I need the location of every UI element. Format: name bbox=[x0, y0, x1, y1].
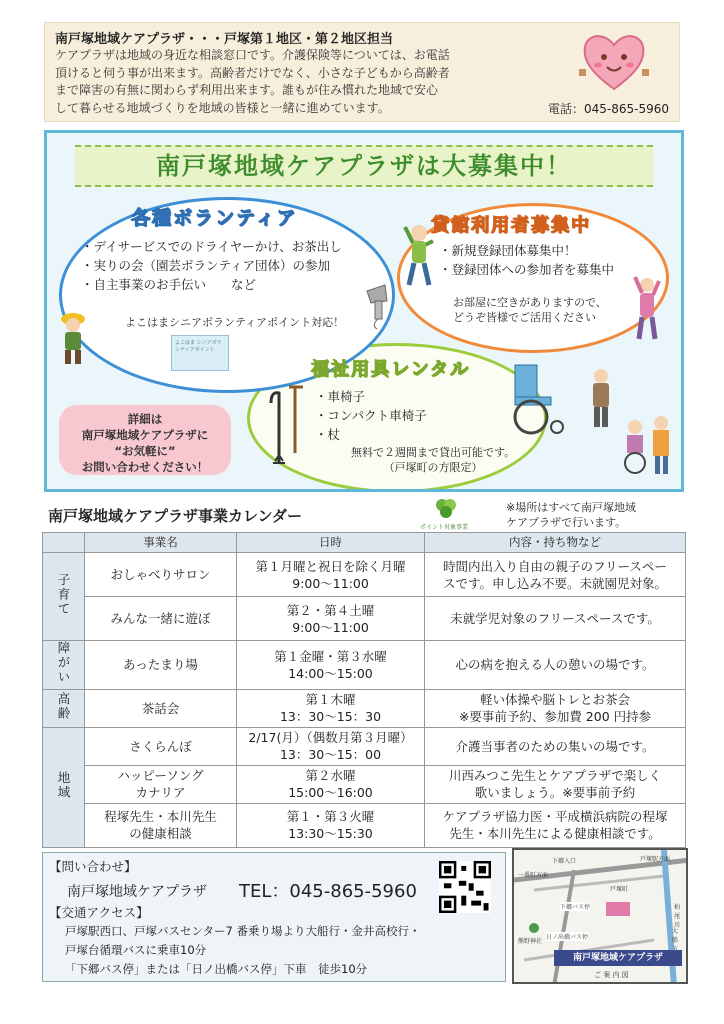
desc-line: 時間内出入り自由の親子のフリースペー bbox=[443, 558, 667, 574]
desc-line: ※要事前予約、参加費 200 円持参 bbox=[458, 709, 652, 724]
access-line: 戸塚駅西口、戸塚バスセンター7 番乗り場より大船行・金井高校行・ bbox=[65, 924, 421, 938]
time-line: 第１木曜 bbox=[305, 692, 356, 707]
event-desc bbox=[425, 553, 686, 597]
event-time bbox=[237, 641, 425, 690]
map-title: 南戸塚地域ケアプラザ bbox=[554, 950, 682, 966]
category-label: 障がい bbox=[56, 641, 71, 685]
time-line: 2/17(月）（偶数月第３月曜） bbox=[248, 730, 413, 745]
map-label: 戸塚町 bbox=[610, 886, 629, 893]
event-time bbox=[237, 803, 425, 847]
event-desc: 心の病を抱える人の憩いの場です。 bbox=[425, 641, 686, 690]
intro-line: まで障害の有無に関わらず利用出来ます。誰もが住み慣れた地域で安心 bbox=[55, 83, 439, 97]
point-badge-label: ポイント対象事業 bbox=[420, 524, 469, 531]
volunteer-point-card: よこはま シニアボランティアポイント bbox=[171, 335, 229, 371]
recruiting-panel bbox=[44, 130, 684, 492]
details-line: 南戸塚地域ケアプラザに bbox=[81, 428, 209, 442]
qr-code[interactable] bbox=[439, 861, 491, 913]
time-line: 第１月曜と祝日を除く月曜 bbox=[255, 558, 406, 574]
header-category bbox=[43, 533, 85, 553]
desc-line: 歌いましょう。※要事前予約 bbox=[474, 785, 636, 800]
event-time bbox=[237, 553, 425, 597]
volunteer-heading: 各種ボランティア bbox=[131, 207, 298, 229]
table-header-row bbox=[43, 533, 686, 553]
time-line: 9:00～11:00 bbox=[292, 619, 369, 635]
intro-body bbox=[55, 47, 575, 117]
intro-line: 頂けると伺う事が出来ます。高齢者だけでなく、小さな子どもから高齢者 bbox=[55, 65, 450, 80]
welfare-list bbox=[315, 387, 427, 444]
exercising-person-icon bbox=[399, 221, 439, 291]
time-line: 15:00～16:00 bbox=[288, 785, 373, 800]
event-time bbox=[237, 727, 425, 765]
map-label: 熊野神社 bbox=[518, 938, 543, 945]
map-label: 大船 bbox=[672, 928, 679, 944]
list-item: ・ コンパクト車椅子 bbox=[315, 406, 427, 425]
heart-mascot-icon bbox=[579, 29, 649, 95]
rental-note bbox=[453, 295, 607, 325]
elderly-man-icon bbox=[587, 367, 615, 431]
event-name bbox=[85, 803, 237, 847]
event-desc bbox=[425, 689, 686, 727]
note-line: ※場所はすべて南戸塚地域 bbox=[506, 501, 636, 514]
desc-line: 軽い体操や脳トレとお茶会 bbox=[479, 692, 630, 707]
inquiry-label: 【問い合わせ】 bbox=[49, 859, 137, 874]
event-desc: 未就学児対象のフリースペースです。 bbox=[425, 597, 686, 641]
access-label: 【交通アクセス】 bbox=[49, 905, 149, 920]
name-line: 程塚先生・本川先生 bbox=[104, 809, 217, 824]
map-label: 戸塚駅方面 bbox=[640, 856, 671, 863]
time-line: 第２・第４土曜 bbox=[286, 602, 375, 618]
category-cell bbox=[43, 689, 85, 727]
map-label: 下郷バス停 bbox=[560, 904, 591, 911]
intro-title: 南戸塚地域ケアプラザ・・・戸塚第１地区・第２地区担当 bbox=[55, 32, 394, 47]
intro-phone: 電話：045-865-5960 bbox=[547, 102, 669, 116]
event-name: さくらんぼ bbox=[85, 727, 237, 765]
volunteer-note: よこはまシニアボランティアポイント対応！ bbox=[125, 316, 345, 329]
gardener-figure-icon bbox=[55, 309, 91, 369]
rental-heading: 貸館利用者募集中 bbox=[431, 215, 591, 236]
intro-line: ケアプラザは地域の身近な相談窓口です。介護保険等については、お電話 bbox=[55, 48, 450, 62]
hair-dryer-icon bbox=[365, 281, 391, 331]
time-line: 第１金曜・第３水曜 bbox=[274, 648, 387, 664]
event-time bbox=[237, 597, 425, 641]
desc-line: 川西みつこ先生とケアプラザで楽しく bbox=[448, 768, 662, 783]
map-label: 柏尾川 bbox=[674, 904, 681, 929]
details-line: お問い合わせください！ bbox=[81, 460, 209, 474]
table-row bbox=[43, 727, 686, 765]
time-line: 13:30～15:30 bbox=[288, 826, 373, 841]
desc-line: ケアプラザ協力医・平成横浜病院の程塚 bbox=[442, 809, 668, 824]
time-line: 第２水曜 bbox=[305, 768, 356, 783]
category-label: 地域 bbox=[56, 770, 71, 800]
time-line: 13：30～15：30 bbox=[279, 709, 382, 724]
desc-line: スです。申し込み不要。未就園児対象。 bbox=[442, 575, 667, 591]
rental-list bbox=[439, 241, 614, 279]
list-item: ・ デイサービスでのドライヤーかけ、お茶出し bbox=[81, 237, 342, 256]
event-name: 茶話会 bbox=[85, 689, 237, 727]
table-row bbox=[43, 641, 686, 690]
wheelchair-icon bbox=[503, 361, 569, 437]
map-label: 下郷入口 bbox=[552, 858, 577, 865]
note-line: どうぞ皆様でご活用ください bbox=[453, 311, 596, 324]
name-line: ハッピーソング bbox=[117, 768, 204, 783]
contact-box bbox=[42, 852, 506, 982]
event-desc bbox=[425, 765, 686, 803]
note-line: ケアプラザで行います。 bbox=[506, 516, 627, 529]
event-time bbox=[237, 689, 425, 727]
details-line: 詳細は bbox=[127, 412, 163, 426]
table-row bbox=[43, 689, 686, 727]
table-row bbox=[43, 553, 686, 597]
org-name: 南戸塚地域ケアプラザ bbox=[67, 884, 207, 900]
event-desc bbox=[425, 803, 686, 847]
recruiting-banner: 南戸塚地域ケアプラザは大募集中！ bbox=[75, 145, 653, 187]
category-cell bbox=[43, 553, 85, 641]
access-map bbox=[512, 848, 688, 984]
name-line: カナリア bbox=[135, 785, 186, 800]
access-line: 「下郷バス停」または「日ノ出橋バス停」下車 徒歩10分 bbox=[65, 962, 368, 976]
calendar-title: 南戸塚地域ケアプラザ事業カレンダー bbox=[48, 507, 303, 525]
intro-line: して暮らせる地域づくりを地域の皆様と一緒に進めています。 bbox=[55, 100, 390, 115]
category-label: 子育て bbox=[56, 572, 71, 617]
list-item: ・ 車椅子 bbox=[315, 387, 427, 406]
dancing-woman-icon bbox=[627, 273, 667, 343]
time-line: 13：30～15：00 bbox=[279, 747, 382, 762]
table-row bbox=[43, 597, 686, 641]
event-name bbox=[85, 765, 237, 803]
header-datetime: 日時 bbox=[237, 533, 425, 553]
event-calendar-table bbox=[42, 532, 686, 848]
details-callout bbox=[59, 405, 231, 475]
intro-box bbox=[44, 22, 680, 122]
desc-line: 先生・本川先生による健康相談です。 bbox=[449, 826, 661, 841]
time-line: 9:00～11:00 bbox=[292, 575, 369, 591]
note-line: 無料で２週間まで貸出可能です。 bbox=[351, 446, 516, 459]
event-name: あったまり場 bbox=[85, 641, 237, 690]
list-item: ・ 杖 bbox=[315, 425, 427, 444]
table-row bbox=[43, 803, 686, 847]
header-content: 内容・持ち物など bbox=[425, 533, 686, 553]
welfare-heading: 福祉用具レンタル bbox=[311, 359, 470, 380]
map-label: 日ノ出橋バス停 bbox=[546, 934, 589, 941]
details-line: “お気軽に” bbox=[114, 444, 176, 458]
category-cell bbox=[43, 641, 85, 690]
access-line: 戸塚台循環バスに乗車10分 bbox=[65, 943, 207, 957]
category-label: 高齢 bbox=[56, 691, 71, 721]
time-line: 14:00～15:00 bbox=[288, 665, 373, 681]
volunteer-list bbox=[81, 237, 342, 294]
map-subtitle: ご 案 内 図 bbox=[594, 971, 629, 979]
caregiver-with-wheelchair-icon bbox=[619, 413, 675, 477]
walking-cane-icon bbox=[265, 383, 309, 467]
calendar-note bbox=[506, 500, 636, 530]
contact-phone: TEL：045-865-5960 bbox=[239, 881, 417, 902]
map-label: 一番町方面 bbox=[518, 872, 549, 879]
note-line: （戸塚町の方限定） bbox=[383, 461, 483, 474]
name-line: の健康相談 bbox=[129, 826, 192, 841]
event-desc: 介護当事者のための集いの場です。 bbox=[425, 727, 686, 765]
category-cell bbox=[43, 727, 85, 847]
header-event-name: 事業名 bbox=[85, 533, 237, 553]
list-item: ・ 実りの会（園芸ボランティア団体）の参加 bbox=[81, 256, 342, 275]
list-item: ・ 登録団体への参加者を募集中 bbox=[439, 260, 614, 279]
time-line: 第１・第３火曜 bbox=[286, 809, 375, 824]
event-name: みんな一緒に遊ぼ bbox=[85, 597, 237, 641]
table-row bbox=[43, 765, 686, 803]
list-item: ・ 新規登録団体募集中！ bbox=[439, 241, 614, 260]
welfare-note bbox=[351, 445, 515, 475]
event-name: おしゃべりサロン bbox=[85, 553, 237, 597]
note-line: お部屋に空きがありますので、 bbox=[453, 296, 607, 309]
list-item: ・ 自主事業のお手伝い など bbox=[81, 275, 342, 294]
event-time bbox=[237, 765, 425, 803]
